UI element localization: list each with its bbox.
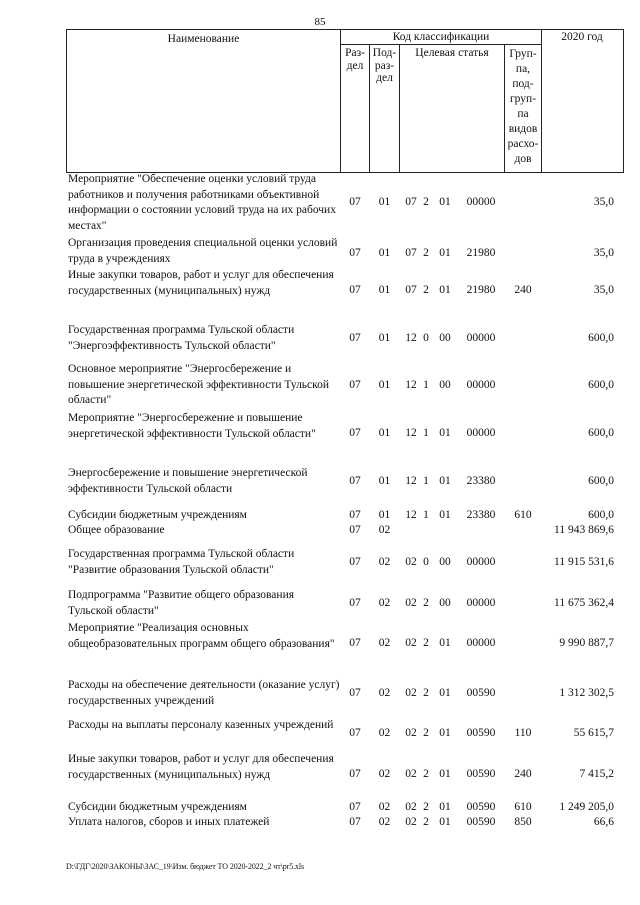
- row-target-subprogram: 2: [423, 597, 429, 609]
- row-razdel: 07: [349, 509, 361, 521]
- row-target-event: 00: [439, 332, 451, 344]
- row-podrazdel: 02: [378, 727, 391, 739]
- row-amount: 35,0: [593, 247, 614, 259]
- row-podrazdel: 02: [378, 597, 391, 609]
- row-target-program: 02: [405, 816, 417, 828]
- row-name: Государственная программа Тульской области "Энергоэффективность Тульской области": [68, 324, 295, 352]
- row-razdel: 07: [349, 196, 361, 208]
- row-name: Мероприятие "Обеспечение оценки условий труда работников и получения работниками объективной информации о состоянии условий труда на их рабочих местах": [68, 173, 336, 232]
- divider: [541, 29, 542, 172]
- row-razdel: 07: [349, 768, 361, 780]
- row-name: Расходы на обеспечение деятельности (оказание услуг) государственных учреждений: [68, 679, 340, 707]
- row-amount: 600,0: [588, 427, 614, 439]
- row-target-event: 00: [439, 597, 451, 609]
- row-expense-group: 850: [514, 816, 532, 828]
- row-amount: 35,0: [593, 196, 614, 208]
- row-target-event: 01: [439, 509, 451, 521]
- row-amount: 55 615,7: [573, 727, 614, 739]
- row-amount: 11 675 362,4: [554, 597, 614, 609]
- row-target-direction: 00000: [466, 556, 496, 568]
- row-target-program: 07: [405, 247, 417, 259]
- divider: [399, 44, 400, 172]
- row-razdel: 07: [349, 524, 361, 536]
- row-razdel: 07: [349, 332, 361, 344]
- row-podrazdel: 01: [378, 332, 391, 344]
- row-name: Государственная программа Тульской области "Развитие образования Тульской области": [68, 548, 295, 576]
- header-target-article: Целевая статья: [415, 47, 489, 59]
- row-target-event: 01: [439, 801, 451, 813]
- row-name: Иные закупки товаров, работ и услуг для обеспечения государственных (муниципальных) нужд: [68, 753, 334, 781]
- row-target-subprogram: 0: [423, 556, 429, 568]
- row-podrazdel: 01: [378, 284, 391, 296]
- header-razdel: Раз- дел: [345, 47, 365, 72]
- row-target-subprogram: 2: [423, 687, 429, 699]
- row-expense-group: 110: [514, 727, 532, 739]
- header-podrazdel: Под- раз- дел: [372, 47, 397, 84]
- row-target-direction: 00590: [466, 727, 496, 739]
- row-target-subprogram: 2: [423, 801, 429, 813]
- row-amount: 66,6: [593, 816, 614, 828]
- row-name: Расходы на выплаты персоналу казенных учреждений: [68, 719, 334, 731]
- row-target-event: 01: [439, 247, 451, 259]
- row-name: Основное мероприятие "Энергосбережение и повышение энергетической эффективности Тульской области": [68, 363, 330, 406]
- row-expense-group: 610: [514, 801, 532, 813]
- row-target-direction: 00000: [466, 379, 496, 391]
- row-podrazdel: 01: [378, 509, 391, 521]
- row-podrazdel: 01: [378, 427, 391, 439]
- row-target-subprogram: 1: [423, 427, 429, 439]
- row-razdel: 07: [349, 816, 361, 828]
- row-target-direction: 21980: [466, 284, 496, 296]
- row-expense-group: 610: [514, 509, 532, 521]
- row-target-program: 12: [405, 379, 417, 391]
- row-target-program: 07: [405, 284, 417, 296]
- row-name: Подпрограмма "Развитие общего образования Тульской области": [68, 589, 295, 617]
- page-number: 85: [314, 16, 326, 28]
- row-target-event: 01: [439, 687, 451, 699]
- row-target-event: 01: [439, 727, 451, 739]
- row-target-program: 02: [405, 687, 417, 699]
- row-target-direction: 23380: [466, 475, 496, 487]
- row-amount: 1 312 302,5: [559, 687, 614, 699]
- divider: [340, 44, 541, 45]
- row-razdel: 07: [349, 637, 361, 649]
- row-podrazdel: 02: [378, 801, 391, 813]
- row-name: Иные закупки товаров, работ и услуг для обеспечения государственных (муниципальных) нужд: [68, 269, 334, 297]
- row-name: Субсидии бюджетным учреждениям: [68, 509, 247, 521]
- row-amount: 7 415,2: [579, 768, 614, 780]
- row-razdel: 07: [349, 284, 361, 296]
- row-target-subprogram: 2: [423, 816, 429, 828]
- header-name: Наименование: [167, 33, 240, 45]
- row-target-direction: 00000: [466, 332, 496, 344]
- row-podrazdel: 02: [378, 816, 391, 828]
- row-target-event: 01: [439, 196, 451, 208]
- row-podrazdel: 02: [378, 524, 391, 536]
- row-target-direction: 00000: [466, 427, 496, 439]
- row-target-program: 02: [405, 556, 417, 568]
- row-name: Организация проведения специальной оценки условий труда в учреждениях: [68, 237, 338, 265]
- row-target-program: 02: [405, 768, 417, 780]
- row-amount: 11 943 869,6: [554, 524, 614, 536]
- row-target-program: 07: [405, 196, 417, 208]
- row-name: Энергосбережение и повышение энергетической эффективности Тульской области: [68, 467, 308, 495]
- row-name: Субсидии бюджетным учреждениям: [68, 801, 247, 813]
- row-target-event: 01: [439, 816, 451, 828]
- row-name: Мероприятие "Реализация основных общеобразовательных программ общего образования": [68, 622, 335, 650]
- row-target-program: 12: [405, 427, 417, 439]
- row-amount: 11 915 531,6: [554, 556, 614, 568]
- row-expense-group: 240: [514, 768, 532, 780]
- row-razdel: 07: [349, 597, 361, 609]
- row-target-subprogram: 1: [423, 379, 429, 391]
- header-group: Груп- па, под- груп- па видов расхо- дов: [507, 48, 539, 165]
- row-target-event: 00: [439, 556, 451, 568]
- row-target-event: 00: [439, 379, 451, 391]
- row-target-event: 01: [439, 637, 451, 649]
- footer-file-path: D:\ГДГ\2020\ЗАКОНЫ\ЗАС_19\Изм. бюджет ТО 2020-2022_2 чт\pr5.xls: [66, 862, 305, 871]
- row-name: Уплата налогов, сборов и иных платежей: [68, 816, 270, 828]
- row-target-program: 02: [405, 801, 417, 813]
- row-podrazdel: 01: [378, 475, 391, 487]
- row-target-program: 02: [405, 597, 417, 609]
- row-podrazdel: 01: [378, 196, 391, 208]
- row-target-subprogram: 2: [423, 768, 429, 780]
- row-razdel: 07: [349, 801, 361, 813]
- row-target-direction: 21980: [466, 247, 496, 259]
- row-target-subprogram: 0: [423, 332, 429, 344]
- row-razdel: 07: [349, 556, 361, 568]
- row-target-subprogram: 2: [423, 284, 429, 296]
- header-year: 2020 год: [561, 31, 603, 43]
- row-target-direction: 00000: [466, 597, 496, 609]
- row-target-direction: 00590: [466, 768, 496, 780]
- row-target-direction: 00000: [466, 637, 496, 649]
- row-amount: 600,0: [588, 332, 614, 344]
- row-amount: 600,0: [588, 475, 614, 487]
- row-podrazdel: 02: [378, 768, 391, 780]
- row-target-direction: 00590: [466, 801, 496, 813]
- row-amount: 600,0: [588, 379, 614, 391]
- row-target-direction: 00000: [466, 196, 496, 208]
- row-razdel: 07: [349, 427, 361, 439]
- row-razdel: 07: [349, 475, 361, 487]
- row-target-program: 12: [405, 509, 417, 521]
- row-razdel: 07: [349, 727, 361, 739]
- row-amount: 35,0: [593, 284, 614, 296]
- row-target-subprogram: 2: [423, 637, 429, 649]
- row-name: Мероприятие "Энергосбережение и повышение энергетической эффективности Тульской области": [68, 412, 316, 440]
- row-podrazdel: 01: [378, 247, 391, 259]
- row-target-program: 12: [405, 332, 417, 344]
- row-podrazdel: 02: [378, 687, 391, 699]
- row-target-program: 02: [405, 727, 417, 739]
- row-podrazdel: 01: [378, 379, 391, 391]
- row-target-program: 02: [405, 637, 417, 649]
- row-podrazdel: 02: [378, 637, 391, 649]
- row-target-subprogram: 2: [423, 727, 429, 739]
- row-name: Общее образование: [68, 524, 165, 536]
- row-target-direction: 00590: [466, 816, 496, 828]
- header-code-classification: Код классификации: [392, 31, 490, 43]
- row-target-subprogram: 1: [423, 509, 429, 521]
- row-target-direction: 00590: [466, 687, 496, 699]
- row-podrazdel: 02: [378, 556, 391, 568]
- row-target-event: 01: [439, 768, 451, 780]
- row-razdel: 07: [349, 379, 361, 391]
- row-target-subprogram: 2: [423, 196, 429, 208]
- row-target-event: 01: [439, 427, 451, 439]
- row-razdel: 07: [349, 687, 361, 699]
- row-amount: 600,0: [588, 509, 614, 521]
- row-target-event: 01: [439, 284, 451, 296]
- row-amount: 9 990 887,7: [559, 637, 614, 649]
- row-target-event: 01: [439, 475, 451, 487]
- row-razdel: 07: [349, 247, 361, 259]
- row-target-subprogram: 2: [423, 247, 429, 259]
- row-target-direction: 23380: [466, 509, 496, 521]
- row-target-subprogram: 1: [423, 475, 429, 487]
- row-expense-group: 240: [514, 284, 532, 296]
- row-target-program: 12: [405, 475, 417, 487]
- row-amount: 1 249 205,0: [559, 801, 614, 813]
